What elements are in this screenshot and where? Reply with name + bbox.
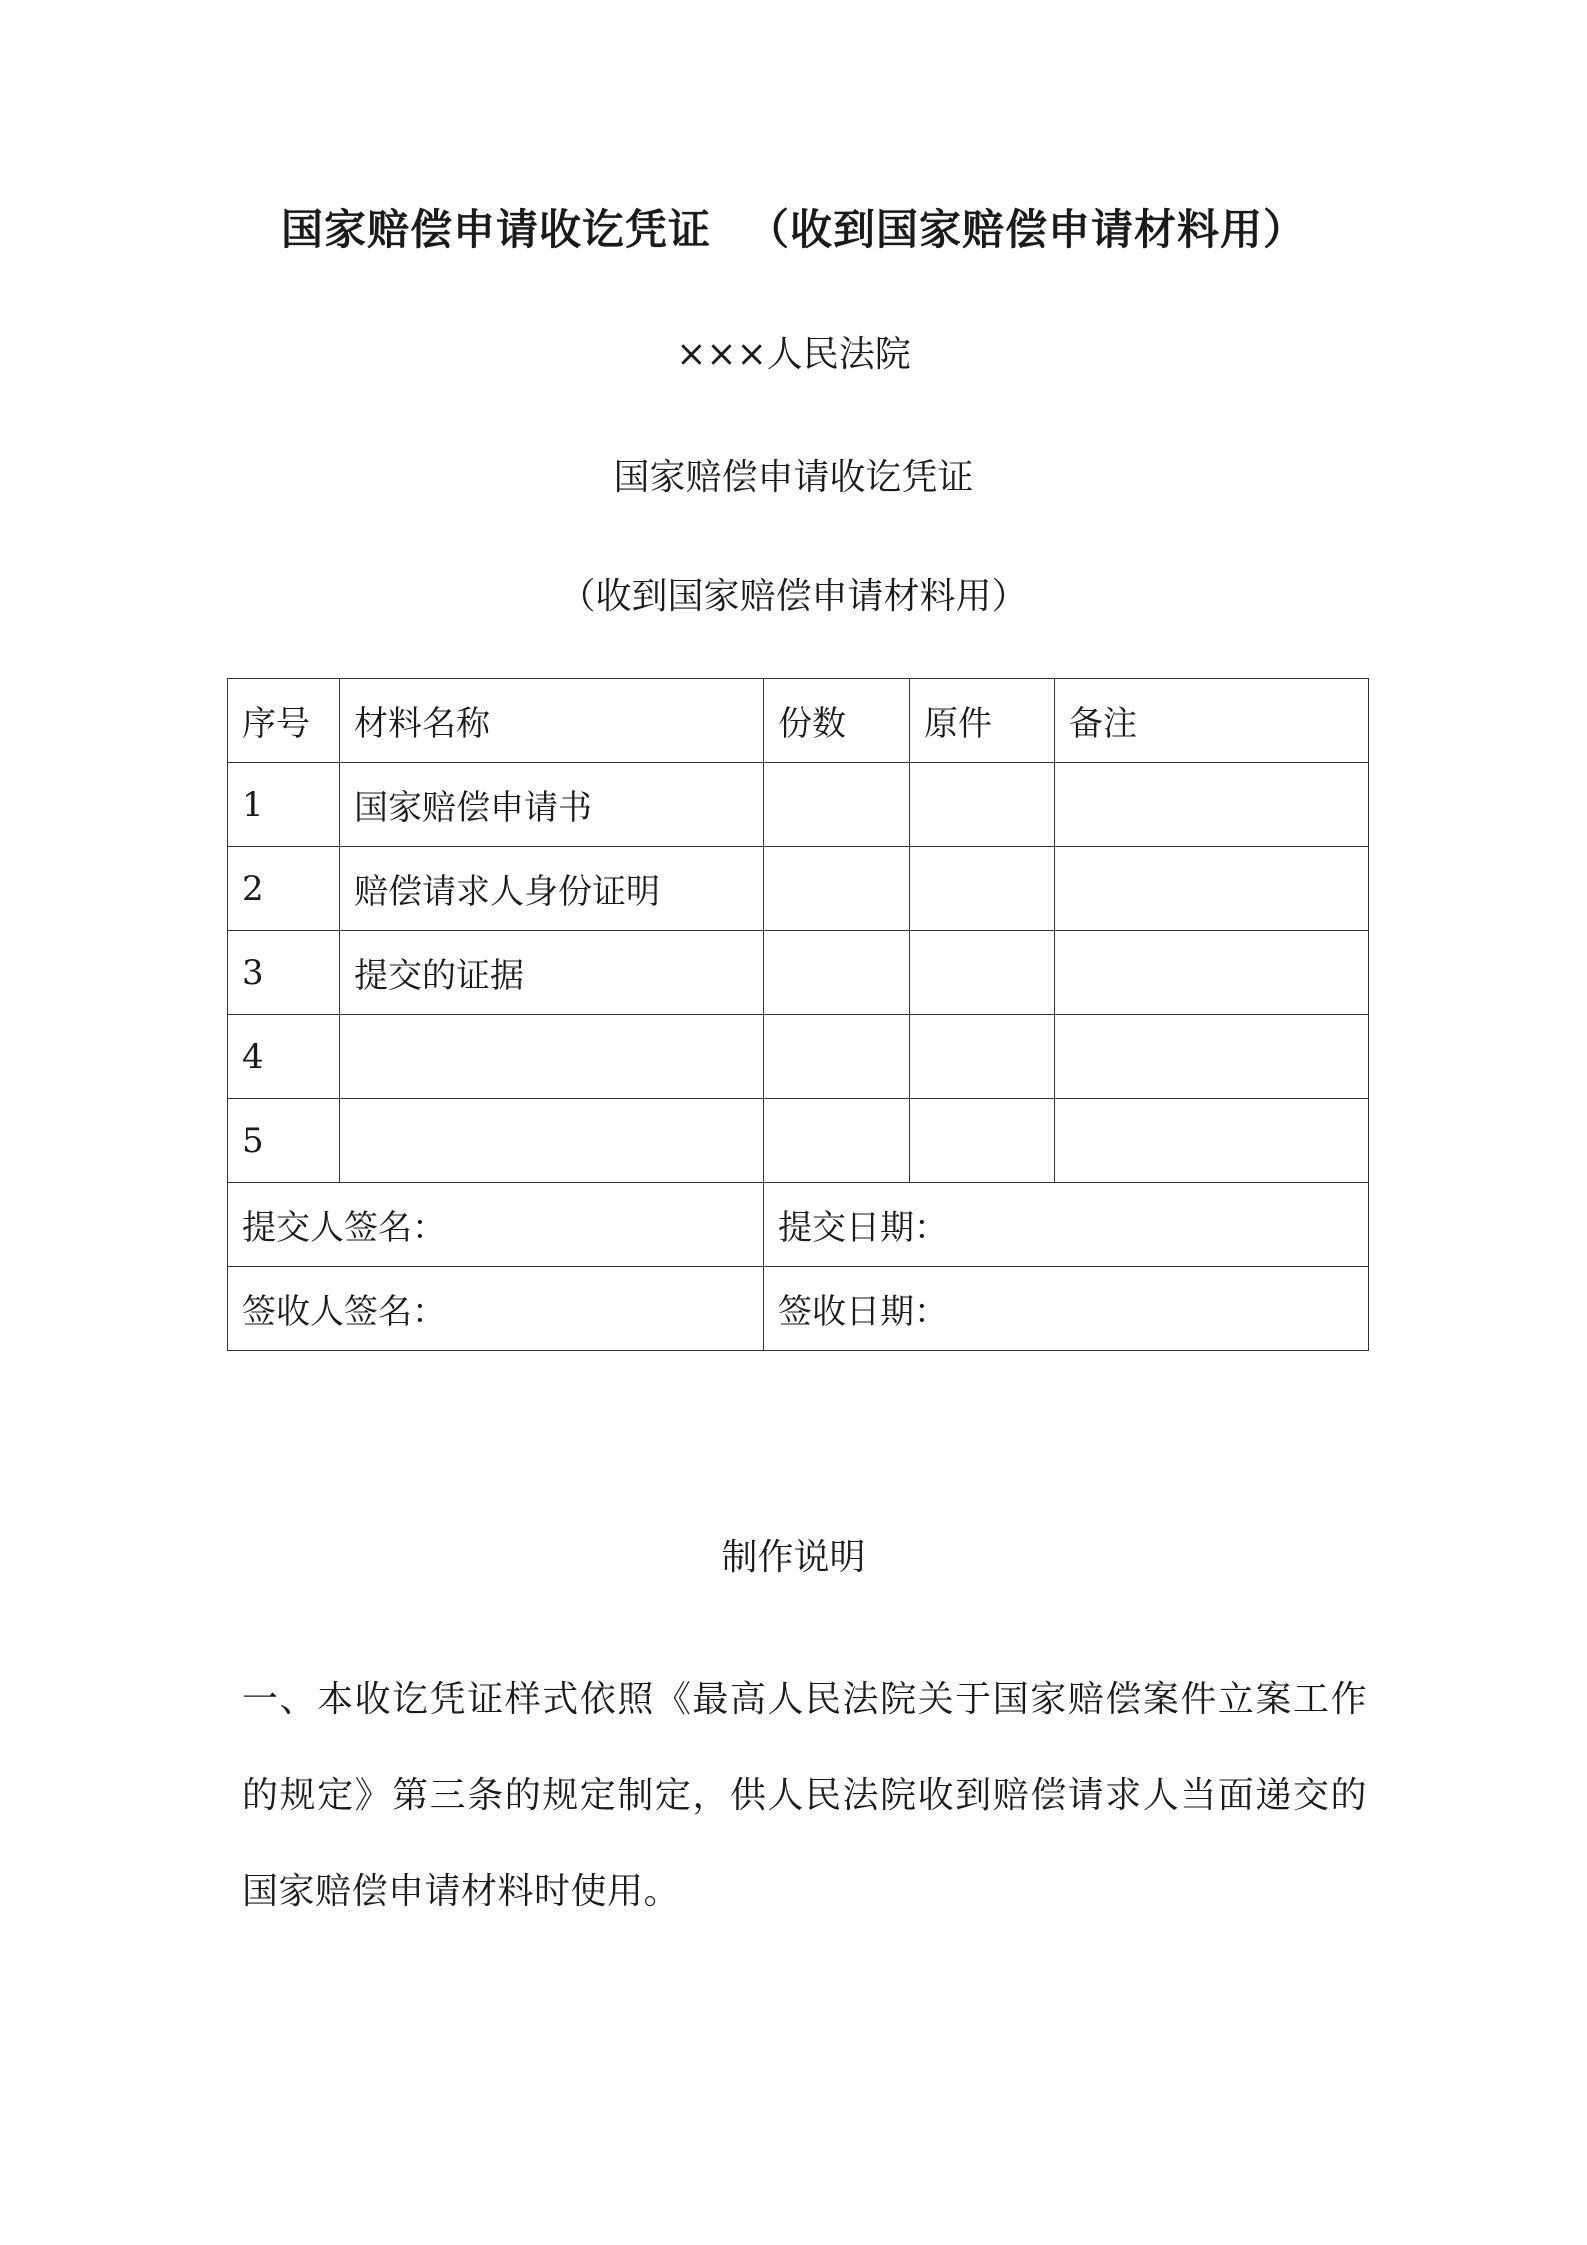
row-material-name[interactable] <box>340 1015 764 1099</box>
table-row <box>228 1015 1369 1099</box>
header-remarks: 备注 <box>1055 679 1369 763</box>
row-remarks-cell[interactable] <box>1055 847 1369 931</box>
row-copies-cell[interactable] <box>764 931 910 1015</box>
row-remarks-cell[interactable] <box>1055 1099 1369 1183</box>
receive-date-field[interactable]: 签收日期： <box>764 1267 1369 1351</box>
document-title <box>0 200 1587 260</box>
notes-paragraph: 一、本收讫凭证样式依照《最高人民法院关于国家赔偿案件立案工作的规定》第三条的规定制定，供人民法院收到赔偿请求人当面递交的国家赔偿申请材料时使用。 <box>242 1679 1367 1912</box>
row-original-cell[interactable] <box>910 1015 1055 1099</box>
receipt-subnote: （收到国家赔偿申请材料用） <box>559 576 1028 617</box>
row-remarks-cell[interactable] <box>1055 763 1369 847</box>
row-copies-cell[interactable] <box>764 763 910 847</box>
row-material-name: 赔偿请求人身份证明 <box>340 847 764 931</box>
table-row <box>228 931 1369 1015</box>
row-material-name: 国家赔偿申请书 <box>340 763 764 847</box>
row-copies-cell[interactable] <box>764 1099 910 1183</box>
row-copies-cell[interactable] <box>764 1015 910 1099</box>
row-no: 5 <box>228 1099 340 1183</box>
header-no: 序号 <box>228 679 340 763</box>
row-material-name: 提交的证据 <box>340 931 764 1015</box>
header-original: 原件 <box>910 679 1055 763</box>
submitter-row <box>228 1183 1369 1267</box>
materials-table <box>227 678 1369 1351</box>
row-no: 2 <box>228 847 340 931</box>
table-row <box>228 1099 1369 1183</box>
row-original-cell[interactable] <box>910 931 1055 1015</box>
receiver-row <box>228 1267 1369 1351</box>
row-copies-cell[interactable] <box>764 847 910 931</box>
table-row <box>228 763 1369 847</box>
table-row <box>228 847 1369 931</box>
row-original-cell[interactable] <box>910 1099 1055 1183</box>
header-copies: 份数 <box>764 679 910 763</box>
document-title-main: 国家赔偿申请收讫凭证 <box>280 205 711 254</box>
row-no: 1 <box>228 763 340 847</box>
row-original-cell[interactable] <box>910 763 1055 847</box>
receiver-signature-field[interactable]: 签收人签名： <box>228 1267 764 1351</box>
row-no: 4 <box>228 1015 340 1099</box>
table-header-row <box>228 679 1369 763</box>
row-original-cell[interactable] <box>910 847 1055 931</box>
row-remarks-cell[interactable] <box>1055 931 1369 1015</box>
court-name: ×××人民法院 <box>676 334 911 375</box>
row-material-name[interactable] <box>340 1099 764 1183</box>
submit-date-field[interactable]: 提交日期： <box>764 1183 1369 1267</box>
notes-heading: 制作说明 <box>721 1537 866 1578</box>
row-remarks-cell[interactable] <box>1055 1015 1369 1099</box>
submitter-signature-field[interactable]: 提交人签名： <box>228 1183 764 1267</box>
row-no: 3 <box>228 931 340 1015</box>
header-material-name: 材料名称 <box>340 679 764 763</box>
document-title-note: （收到国家赔偿申请材料用） <box>747 205 1307 254</box>
receipt-subtitle: 国家赔偿申请收讫凭证 <box>613 457 974 498</box>
